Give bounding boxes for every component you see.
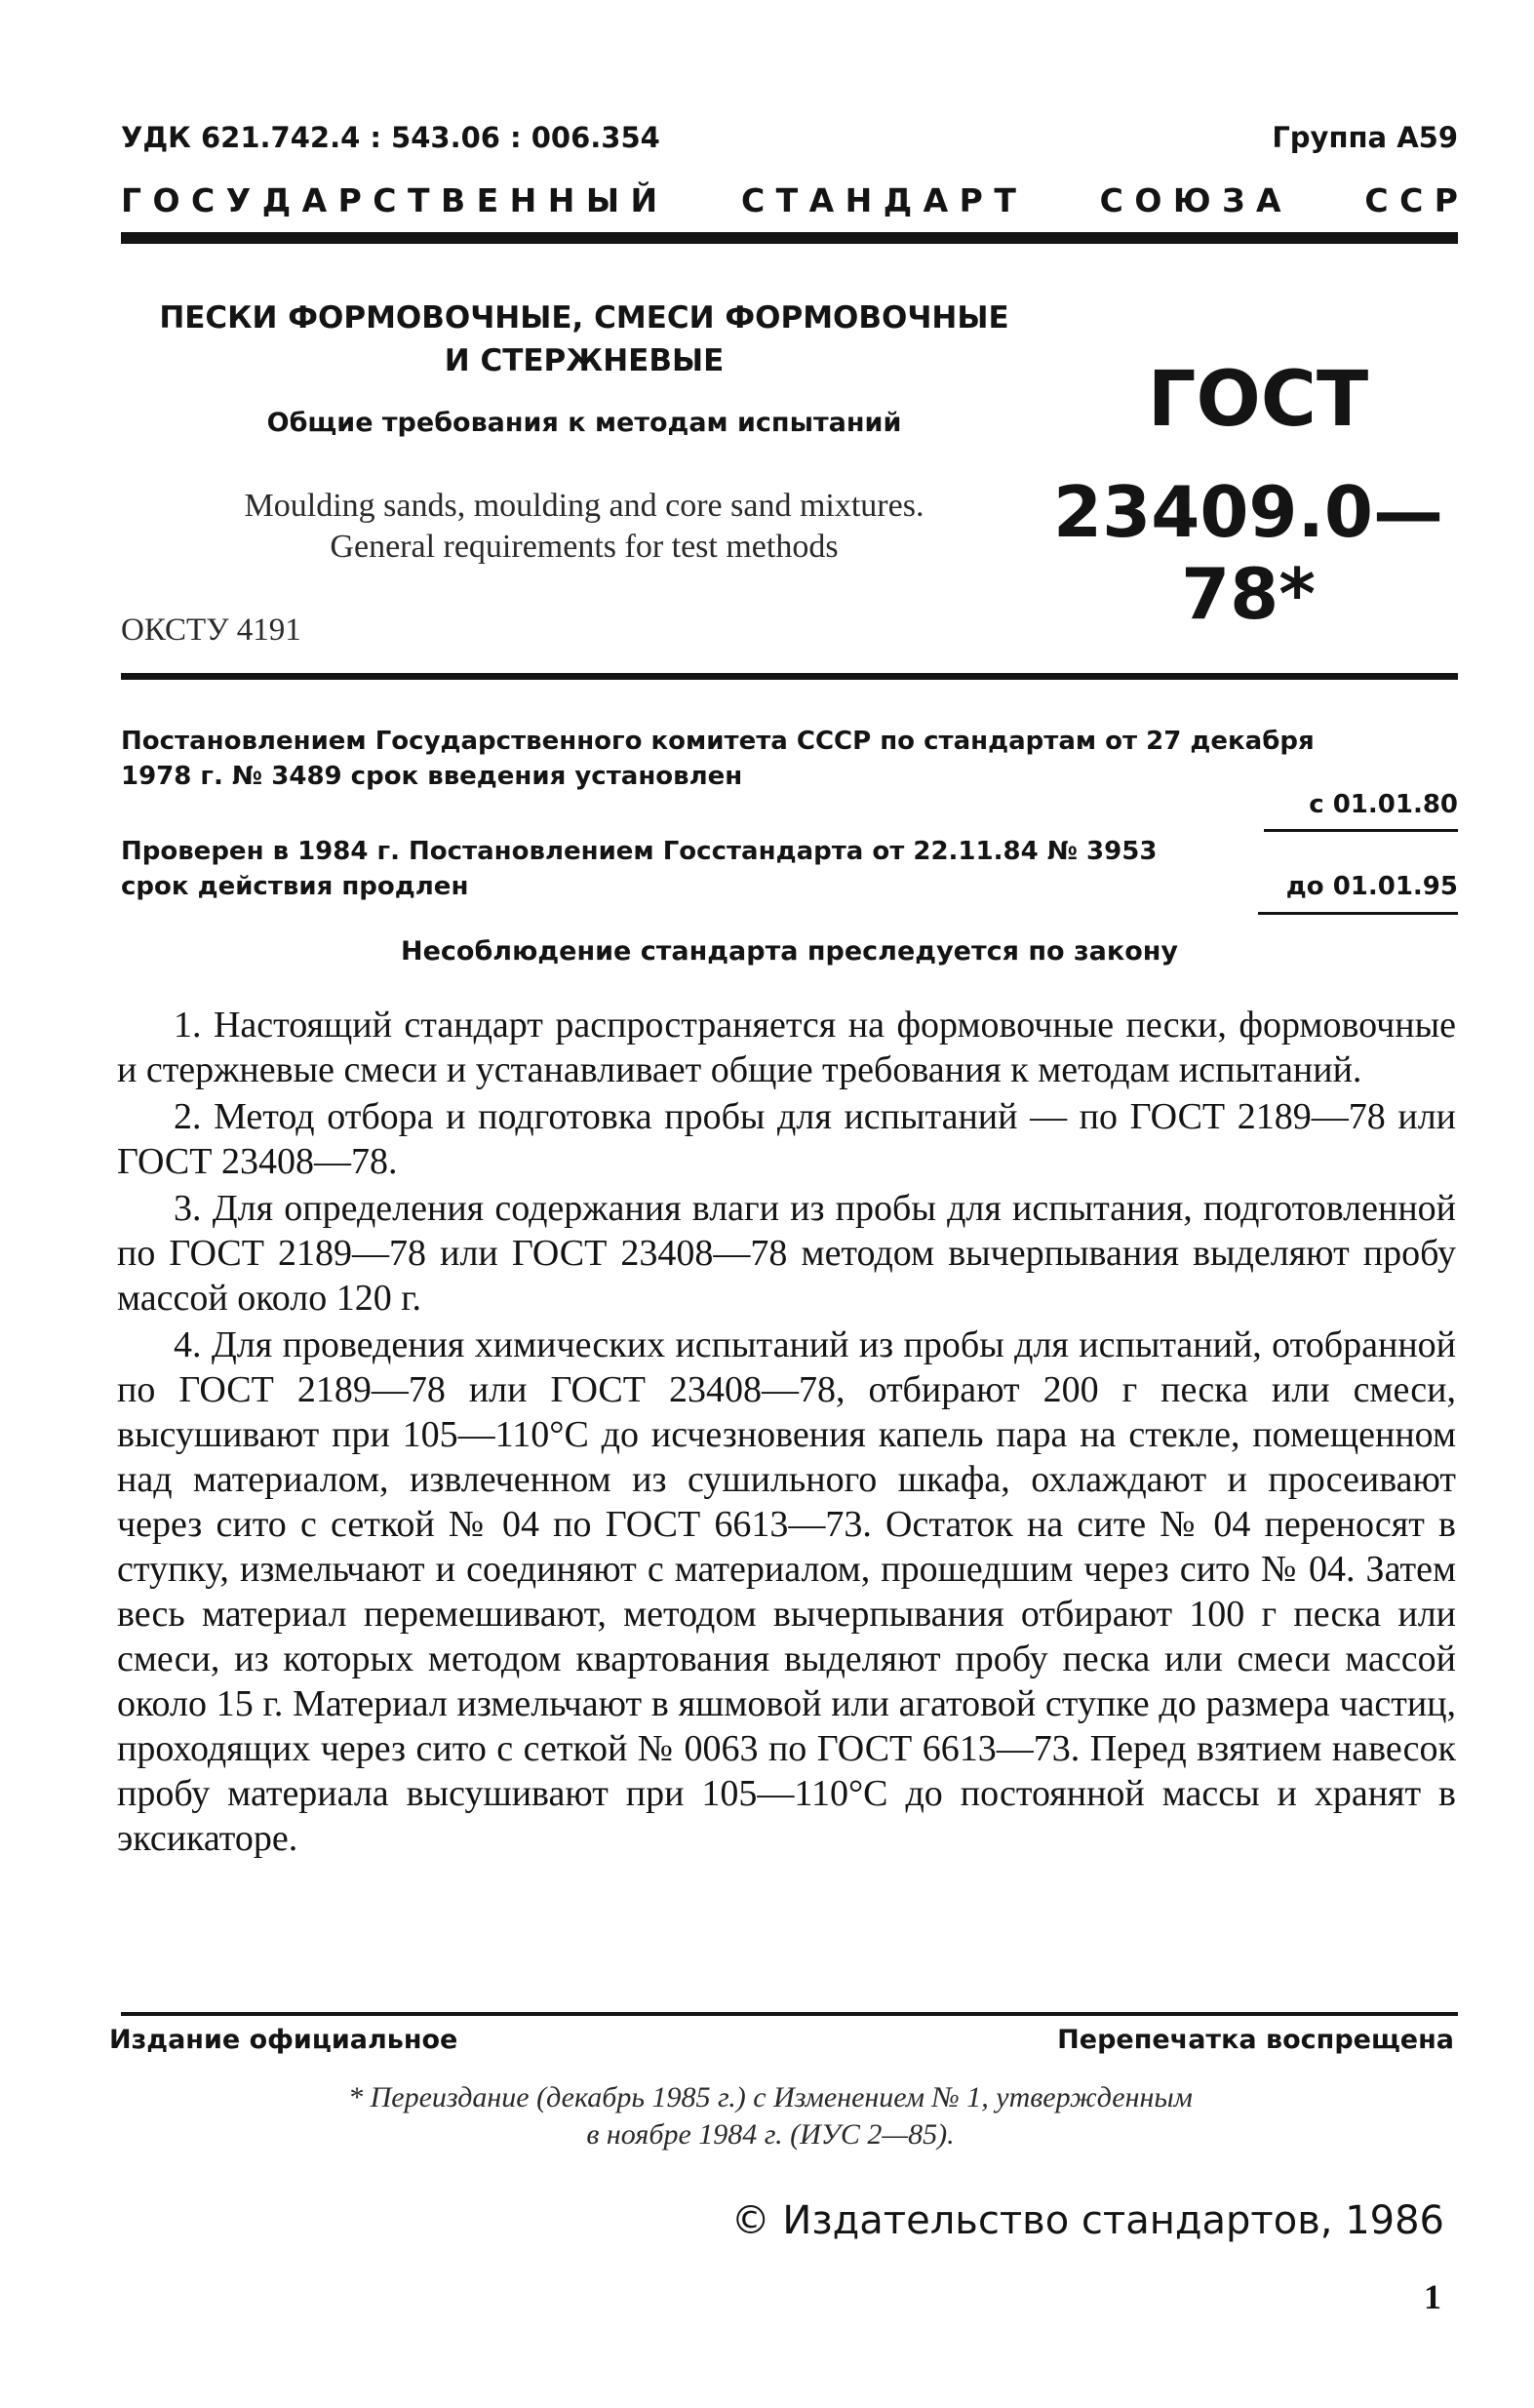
effective-date: с 01.01.80 xyxy=(1309,790,1458,819)
document-subtitle-ru: Общие требования к методам испытаний xyxy=(266,408,902,438)
banner-word-4: С С Р xyxy=(1364,181,1458,219)
date-underline xyxy=(1258,912,1458,915)
extension-line2: срок действия продлен xyxy=(121,872,469,901)
title-en-line2: General requirements for test methods xyxy=(330,529,839,565)
group-code: Группа А59 xyxy=(1272,121,1458,154)
official-edition-label: Издание официальное xyxy=(109,2025,458,2055)
standard-banner xyxy=(121,181,1458,219)
banner-word-2: С Т А Н Д А Р Т xyxy=(740,181,1016,219)
thick-divider xyxy=(121,232,1458,244)
udc-code: УДК 621.742.4 : 543.06 : 006.354 xyxy=(121,121,660,154)
page-number: 1 xyxy=(1424,2277,1441,2316)
banner-word-3: С О Ю З А xyxy=(1099,181,1281,219)
extension-line1: Проверен в 1984 г. Постановлением Госстандарта от 22.11.84 № 3953 xyxy=(121,837,1158,866)
reissue-footnote xyxy=(137,2079,1404,2153)
date-underline xyxy=(1264,829,1458,832)
paragraph-4: 4. Для проведения химических испытаний из пробы для испытаний, отобранной по ГОСТ 2189—78 или ГОСТ 23408—78, отбирают 200 г песка или смеси, высушивают при 105—110°С до исчезновения капель пара на стекле, помещенном над материалом, извлеченном из сушильного шкафа, охлаждают и просеивают через сито с сеткой № 04 по ГОСТ 6613—73. Остаток на сите № 04 переносят в ступку, измельчают и соединяют с материалом, прошедшим через сито № 04. Затем весь материал перемешивают, методом вычерпывания отбирают 100 г песка или смеси, из которых методом квартования выделяют пробу песка или смеси массой около 15 г. Материал измельчают в яшмовой или агатовой ступке до размера частиц, проходящих через сито с сеткой № 0063 по ГОСТ 6613—73. Перед взятием навесок пробу материала высушивают при 105—110°С до постоянной массы и хранят в эксикаторе. xyxy=(117,1324,1456,1859)
document-title-en xyxy=(121,486,1047,568)
decree-introduction xyxy=(121,724,1458,794)
document-title-ru xyxy=(121,296,1047,382)
title-en-line1: Moulding sands, moulding and core sand mixtures. xyxy=(244,488,924,524)
paragraph-1: 1. Настоящий стандарт распространяется на формовочные пески, формовочные и стержневые смеси и устанавливает общие требования к методам испытаний. xyxy=(117,1005,1456,1090)
expiry-date: до 01.01.95 xyxy=(1285,872,1458,901)
footnote-line1: * Переиздание (декабрь 1985 г.) с Изменением № 1, утвержденным xyxy=(348,2081,1193,2113)
paragraph-3: 3. Для определения содержания влаги из пробы для испытания, подготовленной по ГОСТ 2189—78 или ГОСТ 23408—78 методом вычерпывания выделяют пробу массой около 120 г. xyxy=(117,1188,1456,1319)
footnote-line2: в ноябре 1984 г. (ИУС 2—85). xyxy=(586,2118,955,2151)
title-ru-line2: И СТЕРЖНЕВЫЕ xyxy=(444,343,725,378)
divider xyxy=(121,673,1458,680)
okstu-code: ОКСТУ 4191 xyxy=(121,612,301,648)
reprint-prohibited-label: Перепечатка воспрещена xyxy=(1057,2025,1454,2055)
decree-extension xyxy=(121,834,1222,904)
decree-line1: Постановлением Государственного комитета СССР по стандартам от 27 декабря xyxy=(121,727,1315,756)
law-notice: Несоблюдение стандарта преследуется по закону xyxy=(400,936,1179,967)
paragraph-2: 2. Метод отбора и подготовка пробы для испытаний — по ГОСТ 2189—78 или ГОСТ 23408—78. xyxy=(117,1096,1456,1182)
gost-number: 23409.0—78* xyxy=(1053,471,1443,635)
banner-word-1: Г О С У Д А Р С Т В Е Н Н Ы Й xyxy=(121,181,658,219)
gost-label: ГОСТ xyxy=(1147,356,1369,444)
footer-divider xyxy=(121,2012,1458,2016)
title-ru-line1: ПЕСКИ ФОРМОВОЧНЫЕ, СМЕСИ ФОРМОВОЧНЫЕ xyxy=(159,300,1009,336)
document-body xyxy=(117,1003,1456,1863)
copyright-notice: © Издательство стандартов, 1986 xyxy=(730,2198,1444,2243)
decree-line2: 1978 г. № 3489 срок введения установлен xyxy=(121,762,743,791)
